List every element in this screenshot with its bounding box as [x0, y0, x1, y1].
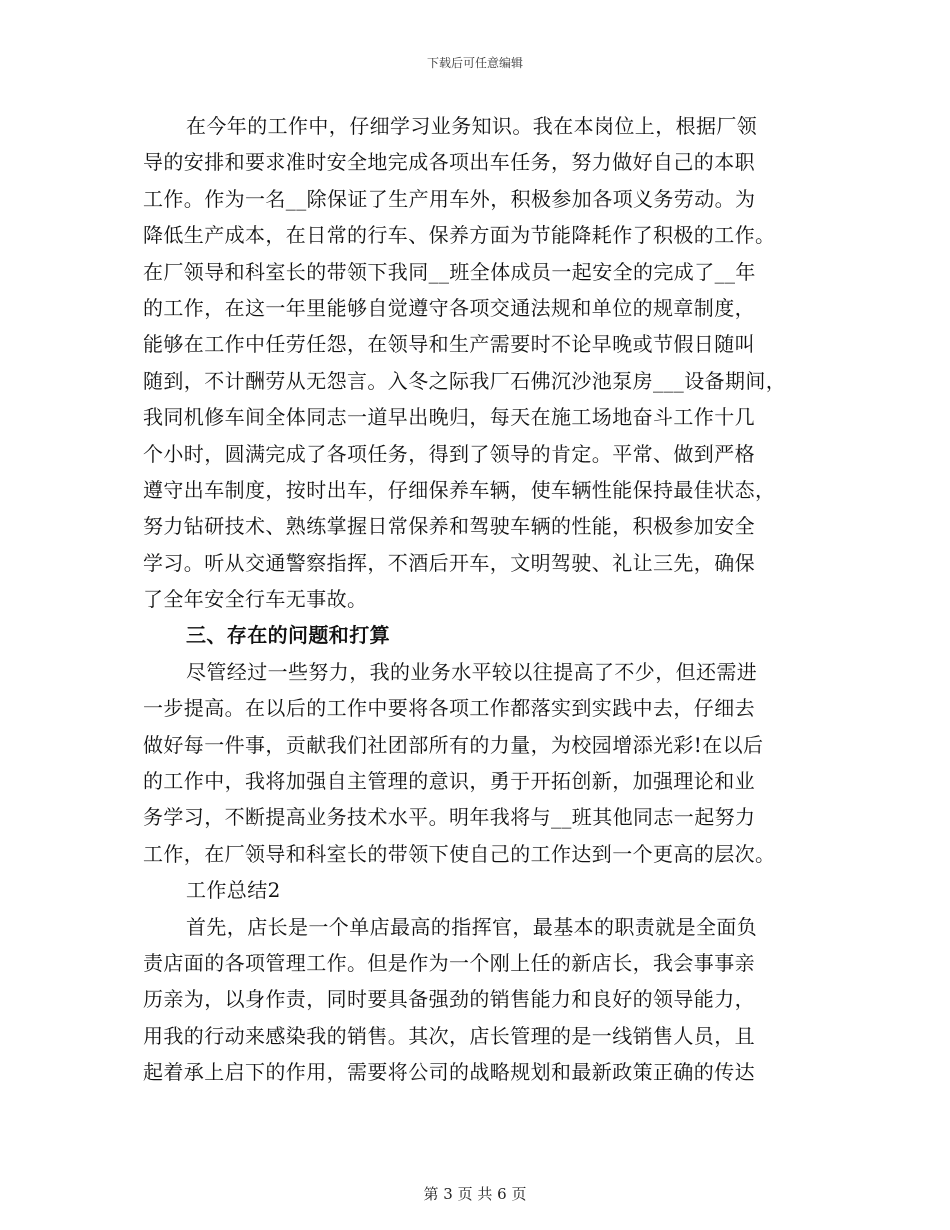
section-heading: 三、存在的问题和打算 — [186, 623, 390, 648]
text-line: 个小时，圆满完成了各项任务，得到了领导的肯定。平常、做到严格 — [143, 441, 755, 466]
page-number: 第 3 页 共 6 页 — [423, 1185, 527, 1203]
text-line: 的工作，在这一年里能够自觉遵守各项交通法规和单位的规章制度， — [143, 295, 755, 320]
text-line: 导的安排和要求准时安全地完成各项出车任务，努力做好自己的本职 — [143, 150, 755, 175]
text-line: 务学习，不断提高业务技术水平。明年我将与__班其他同志一起努力 — [143, 805, 756, 830]
text-line: 能够在工作中任劳任怨，在领导和生产需要时不论早晚或节假日随叫 — [143, 332, 755, 357]
text-line: 努力钻研技术、熟练掌握日常保养和驾驶车辆的性能，积极参加安全 — [143, 514, 755, 539]
section-subtitle: 工作总结2 — [186, 878, 281, 903]
text-line: 历亲为，以身作责，同时要具备强劲的销售能力和良好的领导能力， — [143, 987, 755, 1012]
text-line: 学习。听从交通警察指挥，不酒后开车，文明驾驶、礼让三先，确保 — [143, 550, 755, 575]
text-line: 工作。作为一名__除保证了生产用车外，积极参加各项义务劳动。为 — [143, 186, 756, 211]
text-line: 遵守出车制度，按时出车，仔细保养车辆，使车辆性能保持最佳状态， — [143, 477, 776, 502]
text-line: 的工作中，我将加强自主管理的意识，勇于开拓创新，加强理论和业 — [143, 769, 755, 794]
text-line: 一步提高。在以后的工作中要将各项工作都落实到实践中去，仔细去 — [143, 696, 755, 721]
text-line: 在今年的工作中，仔细学习业务知识。我在本岗位上，根据厂领 — [186, 114, 758, 138]
document-body — [143, 108, 823, 1091]
text-line: 随到，不计酬劳从无怨言。入冬之际我厂石佛沉沙池泵房___设备期间， — [143, 368, 787, 393]
text-line: 责店面的各项管理工作。但是作为一个刚上任的新店长，我会事事亲 — [143, 950, 755, 975]
paragraph-store-manager — [143, 909, 823, 1091]
text-line: 尽管经过一些努力，我的业务水平较以往提高了不少，但还需进 — [186, 659, 758, 684]
page-header: 下载后可任意编辑 — [426, 56, 523, 70]
text-line: 做好每一件事，贡献我们社团部所有的力量，为校园增添光彩!在以后 — [143, 732, 764, 757]
text-line: 工作，在厂领导和科室长的带领下使自己的工作达到一个更高的层次。 — [143, 841, 776, 866]
paragraph-problems-plans — [143, 654, 823, 872]
text-line: 首先，店长是一个单店最高的指挥官，最基本的职责就是全面负 — [186, 914, 758, 939]
text-line: 了全年安全行车无事故。 — [143, 587, 368, 612]
text-line: 降低生产成本，在日常的行车、保养方面为节能降耗作了积极的工作。 — [143, 223, 776, 248]
text-line: 起着承上启下的作用，需要将公司的战略规划和最新政策正确的传达 — [143, 1060, 755, 1085]
paragraph-work-summary — [143, 108, 823, 617]
text-line: 在厂领导和科室长的带领下我同__班全体成员一起安全的完成了__年 — [143, 259, 756, 284]
text-line: 用我的行动来感染我的销售。其次，店长管理的是一线销售人员，且 — [143, 1023, 755, 1048]
text-line: 我同机修车间全体同志一道早出晚归，每天在施工场地奋斗工作十几 — [143, 405, 755, 430]
